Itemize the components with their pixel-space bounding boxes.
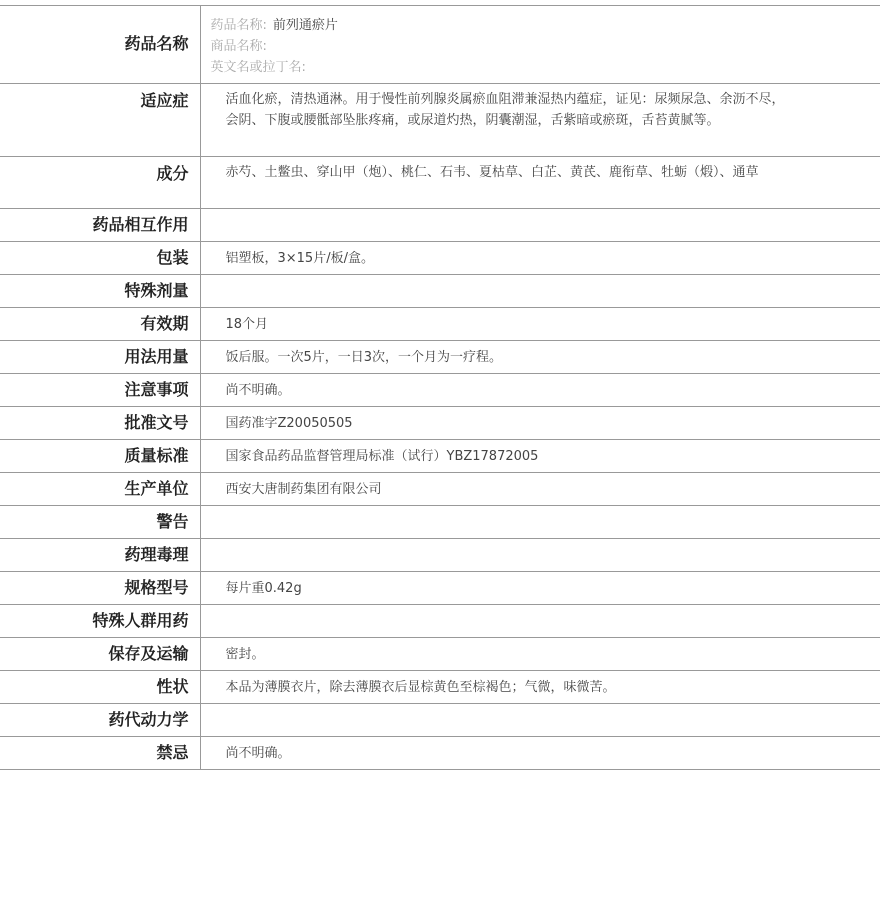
manufacturer-row [0, 473, 880, 506]
quality-standard-value: 国家食品药品监督管理局标准（试行）YBZ17872005 [200, 440, 880, 473]
interactions-value [200, 209, 880, 242]
ingredients-value: 赤芍、土鳖虫、穿山甲（炮）、桃仁、石韦、夏枯草、白芷、黄芪、鹿衔草、牡蛎（煅）、通草 [200, 157, 880, 209]
drug-name-label: 药品名称 [0, 6, 200, 84]
specification-label: 规格型号 [0, 572, 200, 605]
warning-label: 警告 [0, 506, 200, 539]
warning-row [0, 506, 880, 539]
drug-info-table [0, 5, 880, 770]
packaging-label: 包装 [0, 242, 200, 275]
generic-name-line [211, 15, 880, 36]
english-name-key: 英文名或拉丁名: [210, 60, 306, 75]
packaging-value: 铝塑板，3×15片/板/盒。 [200, 242, 880, 275]
storage-row [0, 638, 880, 671]
english-name-line [211, 57, 880, 78]
pharmacology-row [0, 539, 880, 572]
interactions-label: 药品相互作用 [0, 209, 200, 242]
quality-standard-label: 质量标准 [0, 440, 200, 473]
quality-standard-row [0, 440, 880, 473]
storage-value: 密封。 [200, 638, 880, 671]
storage-label: 保存及运输 [0, 638, 200, 671]
special-populations-label: 特殊人群用药 [0, 605, 200, 638]
pharmacokinetics-value [200, 704, 880, 737]
usage-row [0, 341, 880, 374]
usage-value: 饭后服。一次5片，一日3次，一个月为一疗程。 [200, 341, 880, 374]
trade-name-line [211, 36, 880, 57]
approval-number-value: 国药准字Z20050505 [200, 407, 880, 440]
drug-name-row [0, 6, 880, 84]
contraindications-row [0, 737, 880, 770]
special-populations-value [200, 605, 880, 638]
indications-label: 适应症 [0, 84, 200, 157]
pharmacology-label: 药理毒理 [0, 539, 200, 572]
contraindications-label: 禁忌 [0, 737, 200, 770]
pharmacology-value [200, 539, 880, 572]
special-populations-row [0, 605, 880, 638]
trade-name-key: 商品名称: [210, 39, 267, 54]
special-dosage-value [200, 275, 880, 308]
pharmacokinetics-row [0, 704, 880, 737]
indications-row [0, 84, 880, 157]
indications-value: 活血化瘀，清热通淋。用于慢性前列腺炎属瘀血阻滞兼湿热内蕴症，证见：尿频尿急、余沥不尽，会阴、下腹或腰骶部坠胀疼痛，或尿道灼热，阴囊潮湿，舌紫暗或瘀斑，舌苔黄腻等。 [200, 84, 880, 157]
special-dosage-row [0, 275, 880, 308]
shelf-life-row [0, 308, 880, 341]
description-label: 性状 [0, 671, 200, 704]
precautions-label: 注意事项 [0, 374, 200, 407]
precautions-value: 尚不明确。 [200, 374, 880, 407]
generic-name-key: 药品名称: [210, 18, 267, 33]
packaging-row [0, 242, 880, 275]
description-value: 本品为薄膜衣片，除去薄膜衣后显棕黄色至棕褐色；气微，味微苦。 [200, 671, 880, 704]
usage-label: 用法用量 [0, 341, 200, 374]
specification-value: 每片重0.42g [200, 572, 880, 605]
generic-name-value: 前列通瘀片 [272, 18, 338, 33]
precautions-row [0, 374, 880, 407]
description-row [0, 671, 880, 704]
interactions-row [0, 209, 880, 242]
ingredients-label: 成分 [0, 157, 200, 209]
manufacturer-value: 西安大唐制药集团有限公司 [200, 473, 880, 506]
specification-row [0, 572, 880, 605]
shelf-life-value: 18个月 [200, 308, 880, 341]
pharmacokinetics-label: 药代动力学 [0, 704, 200, 737]
special-dosage-label: 特殊剂量 [0, 275, 200, 308]
warning-value [200, 506, 880, 539]
contraindications-value: 尚不明确。 [200, 737, 880, 770]
drug-name-cell [200, 6, 880, 84]
shelf-life-label: 有效期 [0, 308, 200, 341]
manufacturer-label: 生产单位 [0, 473, 200, 506]
approval-number-row [0, 407, 880, 440]
approval-number-label: 批准文号 [0, 407, 200, 440]
ingredients-row [0, 157, 880, 209]
